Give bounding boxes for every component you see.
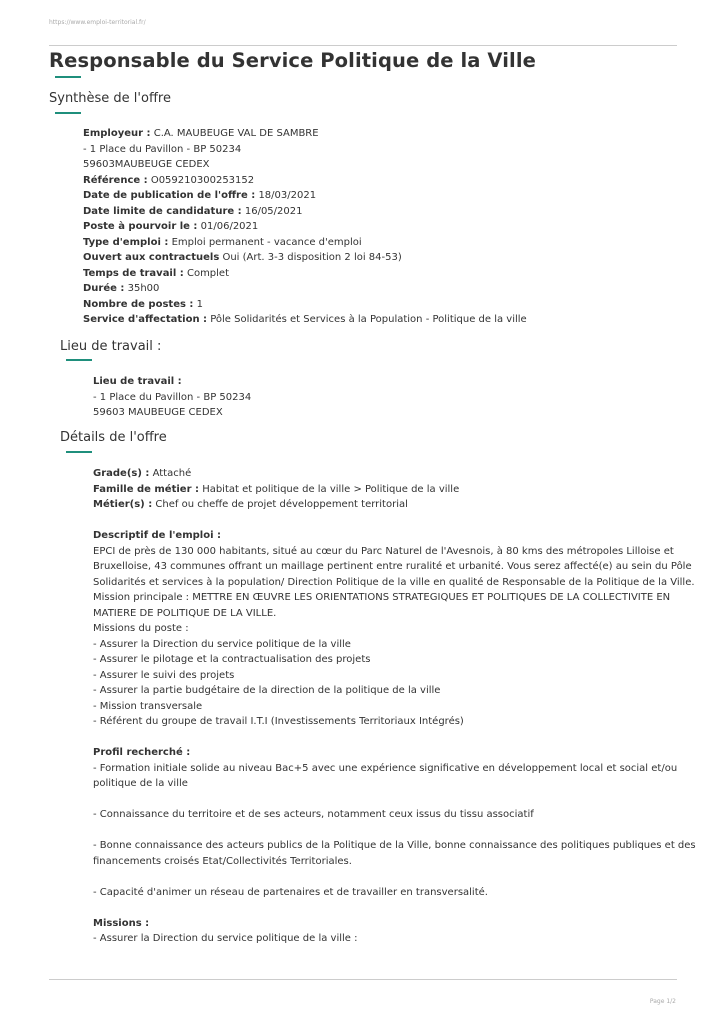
grades-label: Grade(s) : <box>93 468 150 479</box>
missions-intro: Missions du poste : <box>93 623 189 634</box>
service-value: Pôle Solidarités et Services à la Population - Politique de la ville <box>210 314 527 325</box>
contractuels-value: Oui (Art. 3-3 disposition 2 loi 84-53) <box>222 252 402 263</box>
date-pub-value: 18/03/2021 <box>258 190 317 201</box>
date-limite-label: Date limite de candidature : <box>83 205 242 217</box>
descriptif-paragraph-1: EPCI de près de 130 000 habitants, situé au cœur du Parc Naturel de l'Avesnois, à 80 kms des métropoles Lilloise et Bruxelloise, 43 communes offrant un maillage pertinent entre ruralité et urbanité. Vous serez affecté(e) au sein du Pôle Solidarités et services à la population/ Direction Politique de la ville en qualité de Responsable de la Politique de la Ville. <box>93 545 695 588</box>
lieu-accent <box>66 359 92 361</box>
header-divider <box>49 45 677 46</box>
date-limite-value: 16/05/2021 <box>244 205 303 217</box>
mission-item: - Assurer le suivi des projets <box>93 669 235 681</box>
profil-item: - Bonne connaissance des acteurs publics de la Politique de la Ville, bonne connaissance des politiques publiques et des financements croisés Etat/Collectivités Territoriales. <box>93 840 696 867</box>
temps-value: Complet <box>186 267 230 279</box>
synthese-accent <box>55 112 81 114</box>
mission-item: - Référent du groupe de travail I.T.I (Investissements Territoriaux Intégrés) <box>93 716 464 727</box>
profil-label: Profil recherché : <box>93 747 191 758</box>
employeur-label: Employeur : <box>83 128 151 139</box>
famille-value: Habitat et politique de la ville > Politique de la ville <box>202 483 460 495</box>
page-title: Responsable du Service Politique de la Ville <box>49 49 536 72</box>
details-accent <box>66 451 92 453</box>
duree-label: Durée : <box>83 283 125 294</box>
poste-value: 01/06/2021 <box>200 221 259 232</box>
contractuels-label: Ouvert aux contractuels <box>83 252 220 263</box>
lieu-address-1: - 1 Place du Pavillon - BP 50234 <box>93 391 252 403</box>
section-heading-details: Détails de l'offre <box>60 430 167 445</box>
profil-item: - Connaissance du territoire et de ses acteurs, notamment ceux issus du tissu associatif <box>93 809 534 820</box>
nb-postes-label: Nombre de postes : <box>83 298 194 310</box>
type-label: Type d'emploi : <box>83 236 169 248</box>
famille-label: Famille de métier : <box>93 483 199 495</box>
lieu-address-2: 59603 MAUBEUGE CEDEX <box>93 407 223 418</box>
lieu-label: Lieu de travail : <box>93 376 182 387</box>
employeur-address-1: - 1 Place du Pavillon - BP 50234 <box>83 143 242 155</box>
duree-value: 35h00 <box>127 283 160 294</box>
title-accent <box>55 76 81 78</box>
footer-divider <box>49 979 677 980</box>
page-url: https://www.emploi-territorial.fr/ <box>49 19 146 26</box>
temps-label: Temps de travail : <box>83 267 184 279</box>
mission-item: - Assurer la partie budgétaire de la direction de la politique de la ville <box>93 685 441 696</box>
section-heading-synthese: Synthèse de l'offre <box>49 91 171 106</box>
section-heading-lieu: Lieu de travail : <box>60 339 162 354</box>
profil-item: - Formation initiale solide au niveau Bac+5 avec une expérience significative en développement local et social et/ou politique de la ville <box>93 762 678 789</box>
details-block <box>93 466 698 947</box>
reference-label: Référence : <box>83 174 148 186</box>
mission-item: - Assurer le pilotage et la contractualisation des projets <box>93 654 371 665</box>
metier-value: Chef ou cheffe de projet développement territorial <box>155 499 408 510</box>
profil-item: - Capacité d'animer un réseau de partenaires et de travailler en transversalité. <box>93 886 488 898</box>
missions-label: Missions : <box>93 917 150 929</box>
service-label: Service d'affectation : <box>83 314 208 325</box>
page-number: Page 1/2 <box>649 998 676 1005</box>
descriptif-paragraph-2: Mission principale : METTRE EN ŒUVRE LES ORIENTATIONS STRATEGIQUES ET POLITIQUES DE LA COLLECTIVITE EN MATIERE DE POLITIQUE DE LA VILLE. <box>93 592 671 619</box>
synthese-block <box>83 126 683 328</box>
metier-label: Métier(s) : <box>93 499 153 510</box>
missions2-first-item: - Assurer la Direction du service politique de la ville : <box>93 933 358 944</box>
type-value: Emploi permanent - vacance d'emploi <box>171 236 362 248</box>
lieu-block <box>93 374 683 421</box>
date-pub-label: Date de publication de l'offre : <box>83 190 256 201</box>
employeur-address-2: 59603MAUBEUGE CEDEX <box>83 159 210 170</box>
reference-value: O059210300253152 <box>150 174 255 186</box>
nb-postes-value: 1 <box>196 298 203 310</box>
descriptif-label: Descriptif de l'emploi : <box>93 530 221 541</box>
mission-item: - Mission transversale <box>93 700 203 712</box>
employeur-value: C.A. MAUBEUGE VAL DE SAMBRE <box>153 128 319 139</box>
mission-item: - Assurer la Direction du service politique de la ville <box>93 638 351 650</box>
poste-label: Poste à pourvoir le : <box>83 221 198 232</box>
grades-value: Attaché <box>152 468 192 479</box>
